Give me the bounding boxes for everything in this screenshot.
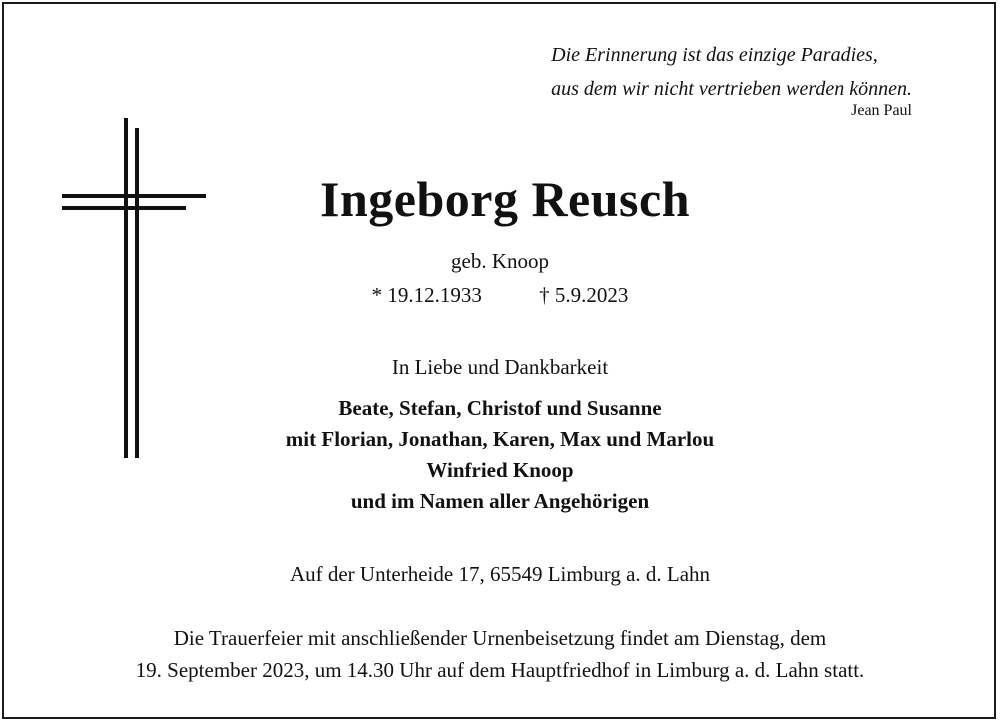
- life-dates: [0, 283, 1000, 308]
- quote-author: Jean Paul: [851, 102, 912, 119]
- deceased-name: Ingeborg Reusch: [319, 171, 691, 227]
- ceremony-line-1: Die Trauerfeier mit anschließender Urnenbeisetzung findet am Dienstag, dem: [173, 626, 827, 650]
- family-address: Auf der Unterheide 17, 65549 Limburg a. d. Lahn: [289, 562, 711, 586]
- mourners-line-4: und im Namen aller Angehörigen: [350, 489, 650, 513]
- ceremony-line-2: 19. September 2023, um 14.30 Uhr auf dem Hauptfriedhof in Limburg a. d. Lahn statt.: [135, 658, 865, 682]
- mourners-line-2: mit Florian, Jonathan, Karen, Max und Marlou: [285, 427, 715, 451]
- mourners-line-3: Winfried Knoop: [426, 458, 574, 482]
- quote-line-1: Die Erinnerung ist das einzige Paradies,: [551, 44, 878, 66]
- death-date: † 5.9.2023: [539, 283, 629, 307]
- quote-line-2: aus dem wir nicht vertrieben werden können.: [551, 78, 912, 100]
- ceremony-notice: [0, 622, 1000, 686]
- maiden-name: geb. Knoop: [451, 249, 549, 273]
- memorial-quote: [551, 38, 912, 106]
- mourners-line-1: Beate, Stefan, Christof und Susanne: [338, 396, 662, 420]
- birth-date: * 19.12.1933: [371, 283, 482, 307]
- mourners-intro: In Liebe und Dankbarkeit: [391, 355, 609, 379]
